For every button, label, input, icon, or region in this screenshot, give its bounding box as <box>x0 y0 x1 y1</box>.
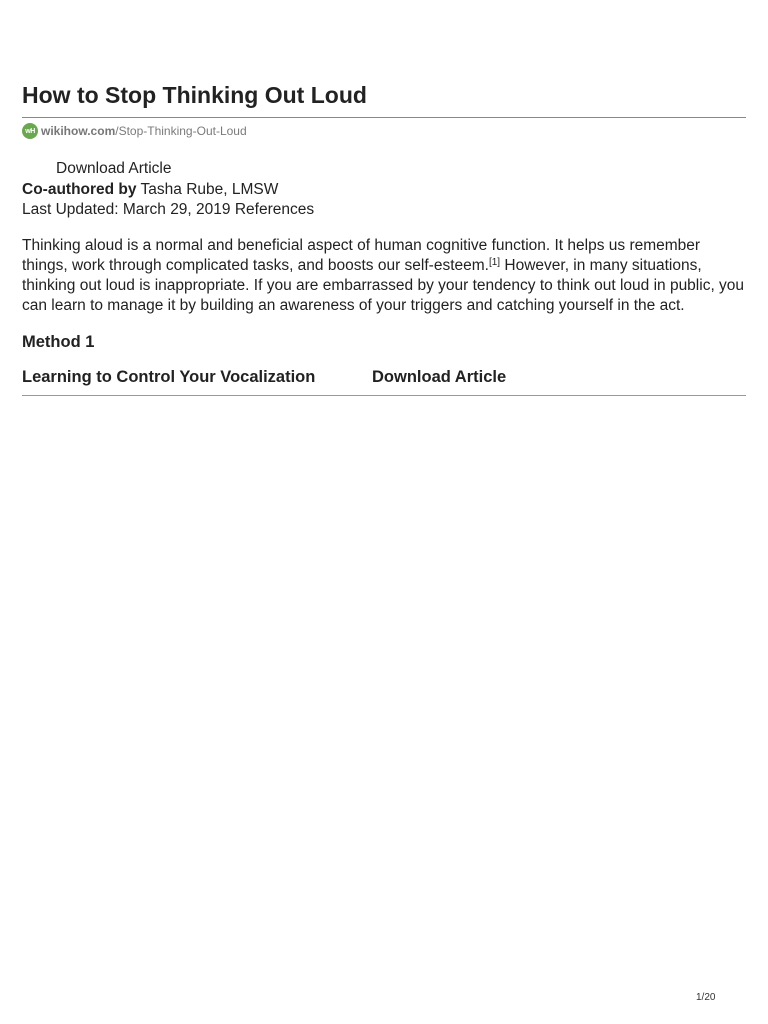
method-label: Method 1 <box>22 333 95 351</box>
section-download-link[interactable]: Download Article <box>372 368 507 386</box>
intro-text-part1: Thinking aloud is a normal and beneficial aspect of human cognitive function. It helps us remember things, work through complicated tasks, and boosts our self-esteem. <box>22 237 701 274</box>
coauthor-name: Tasha Rube, LMSW <box>136 181 279 198</box>
section-divider <box>22 395 746 396</box>
coauthored-label: Co-authored by <box>22 181 137 198</box>
intro-paragraph <box>22 236 748 316</box>
section-heading: Learning to Control Your Vocalization <box>22 368 316 386</box>
wikihow-logo-icon: wH <box>22 123 38 139</box>
source-link[interactable] <box>22 123 247 139</box>
article-title: How to Stop Thinking Out Loud <box>22 82 367 108</box>
source-domain: wikihow.com <box>41 124 116 138</box>
citation-link[interactable]: [1] <box>488 257 501 268</box>
download-article-link[interactable]: Download Article <box>56 160 172 177</box>
title-divider <box>22 117 746 118</box>
page-number: 1/20 <box>696 992 716 1003</box>
coauthor-line <box>22 181 278 199</box>
intro-text-part2: However, in many situations, thinking out loud is inappropriate. If you are embarrassed by your tendency to think out loud in public, you can learn to manage it by building an awareness of your triggers and catching yourself in the act. <box>22 257 745 314</box>
source-path: /Stop-Thinking-Out-Loud <box>115 124 247 138</box>
last-updated: Last Updated: March 29, 2019 References <box>22 201 315 218</box>
